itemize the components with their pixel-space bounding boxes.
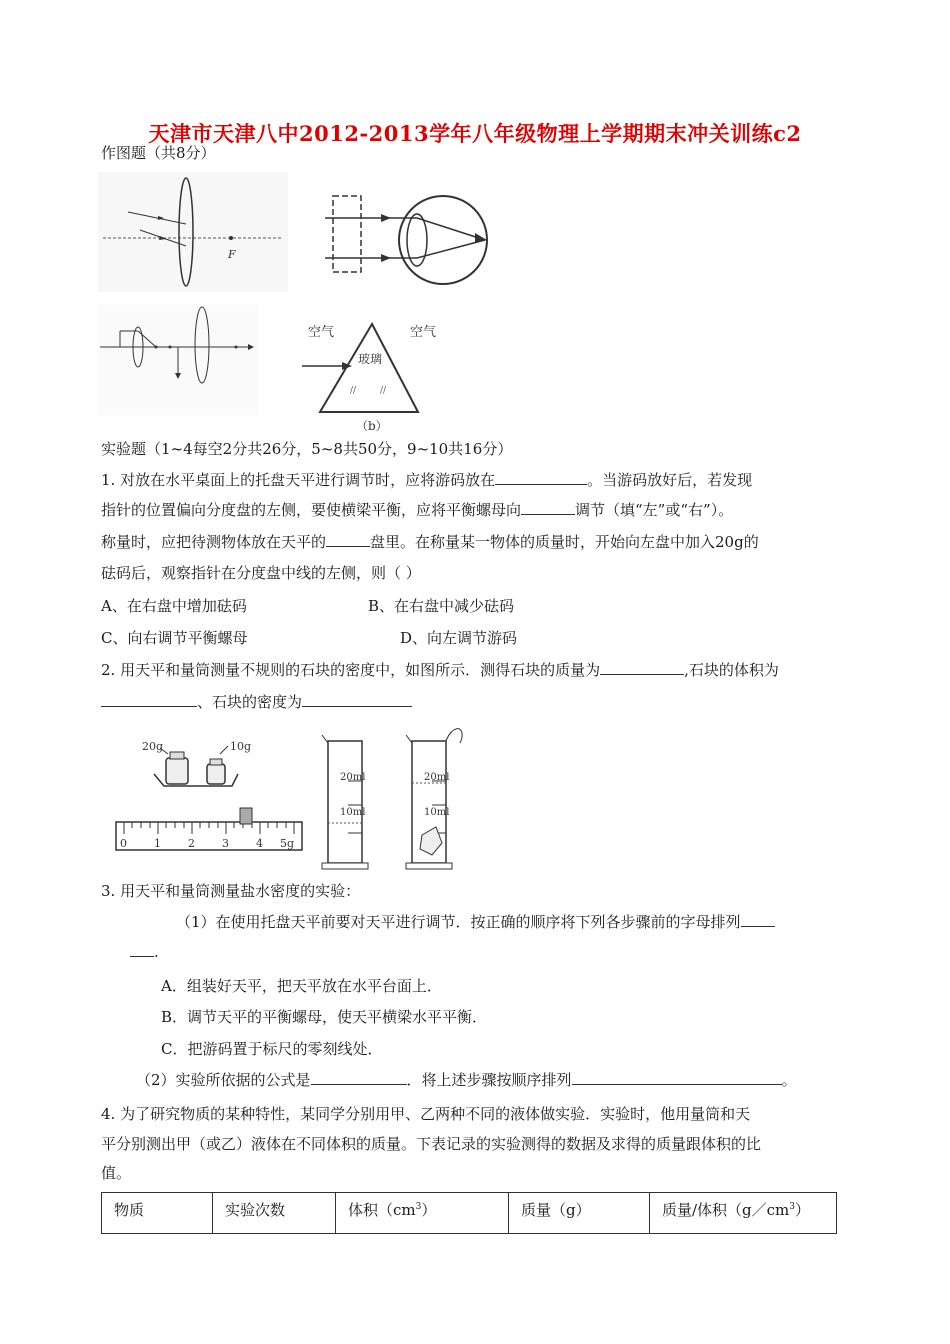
q3-blank-order-b[interactable] [130,942,154,957]
header-substance: 物质 [102,1193,213,1234]
q3-line2: （1）在使用托盘天平前要对天平进行调节．按正确的顺序将下列各步骤前的字母排列 [176,912,775,932]
header-volume: 体积$(cm^3)$ [336,1193,509,1234]
q3-step-c: C．把游码置于标尺的零刻线处． [161,1040,383,1058]
page-title: 天津市天津八中2012-2013学年八年级物理上学期期末冲关训练c2 [148,121,802,146]
fig-b-label: （b） [356,419,388,433]
q1-option-a: A、在右盘中增加砝码 [101,597,247,615]
balance-weights-figure [110,730,310,862]
cyl1-10ml: 10ml [340,807,366,818]
q1-option-b: B、在右盘中减少砝码 [368,597,515,615]
weight-10g-label: 10g [230,740,252,753]
glass-label: 玻璃 [358,352,383,366]
q4-line2: 平分别测出甲（或乙）液体在不同体积的质量。下表记录的实验测得的数据及求得的质量跟体积的比 [101,1135,762,1153]
svg-text:4: 4 [256,837,263,850]
q1-line3: 称量时，应把待测物体放在天平的 盘里。在称量某一物体的质量时，开始向左盘中加入20g的 [101,533,759,551]
focus-label: F [228,248,236,261]
svg-text://: // [350,386,357,396]
two-lens-figure [98,305,258,415]
q2-line2: 、石块的密度为 [101,692,412,712]
section-drawing-heading: 作图题（共8分） [101,144,216,162]
cylinder-water-figure [318,733,372,873]
table-header-row [102,1193,837,1234]
eye-lens-figure [325,192,495,294]
cylinder-stone-figure [402,723,466,873]
q3-line3: . [130,942,159,962]
air-right-label: 空气 [410,325,437,340]
svg-text:3: 3 [222,837,229,850]
q4-line1: 4. 为了研究物质的某种特性，某同学分别用甲、乙两种不同的液体做实验．实验时，他用量筒和天 [101,1105,751,1123]
q3-step-b: B．调节天平的平衡螺母，使天平横梁水平平衡． [161,1008,488,1026]
q1-blank3[interactable] [326,532,370,547]
q3-blank-order-a[interactable] [741,912,775,927]
q3-line4: （2）实验所依据的公式是 ．将上述步骤按顺序排列 。 [136,1071,797,1089]
q1-line1: 1. 对放在水平桌面上的托盘天平进行调节时，应将游码放在 。当游码放好后，若发现 [101,471,753,489]
header-mass: 质量（g） [509,1193,650,1234]
convex-lens-figure [98,172,288,292]
q3-blank-formula[interactable] [311,1070,407,1085]
q1-option-c: C、向右调节平衡螺母 [101,629,248,647]
cyl2-20ml: 20ml [424,772,450,783]
q3-line1: 3. 用天平和量筒测量盐水密度的实验： [101,882,361,900]
svg-text:0: 0 [120,837,127,850]
svg-text:1: 1 [154,837,161,850]
cyl2-10ml: 10ml [424,807,450,818]
q1-line2: 指针的位置偏向分度盘的左侧，要使横梁平衡，应将平衡螺母向 调节（填“左”或“右”）。 [101,501,734,519]
q3-step-a: A．组装好天平，把天平放在水平台面上． [161,977,442,995]
q4-line3: 值。 [101,1164,132,1182]
q1-blank1[interactable] [495,470,587,485]
q2-blank-volume[interactable] [101,692,197,707]
svg-text://: // [380,386,387,396]
weight-20g-label: 20g [142,740,164,753]
q2-blank-mass[interactable] [600,660,684,675]
svg-text:2: 2 [188,837,195,850]
q2-blank-density[interactable] [302,692,412,707]
header-ratio: 质量/体积$(g/cm^3)$ [650,1193,837,1234]
q3-blank-sequence[interactable] [572,1070,782,1085]
data-table [101,1192,837,1234]
section-experiment-heading: 实验题（1~4每空2分共26分，5~8共50分，9~10共16分） [101,440,513,458]
q1-line4: 砝码后，观察指针在分度盘中线的左侧，则（ ） [101,564,421,582]
air-left-label: 空气 [308,325,335,340]
cyl1-20ml: 20ml [340,772,366,783]
prism-figure [300,318,460,436]
q2-line1: 2. 用天平和量筒测量不规则的石块的密度中，如图所示．测得石块的质量为 ,石块的体积为 [101,661,779,679]
header-trial: 实验次数 [213,1193,336,1234]
svg-text:5g: 5g [280,837,295,850]
q1-blank2[interactable] [521,500,575,515]
q1-option-d: D、向左调节游码 [400,629,518,647]
